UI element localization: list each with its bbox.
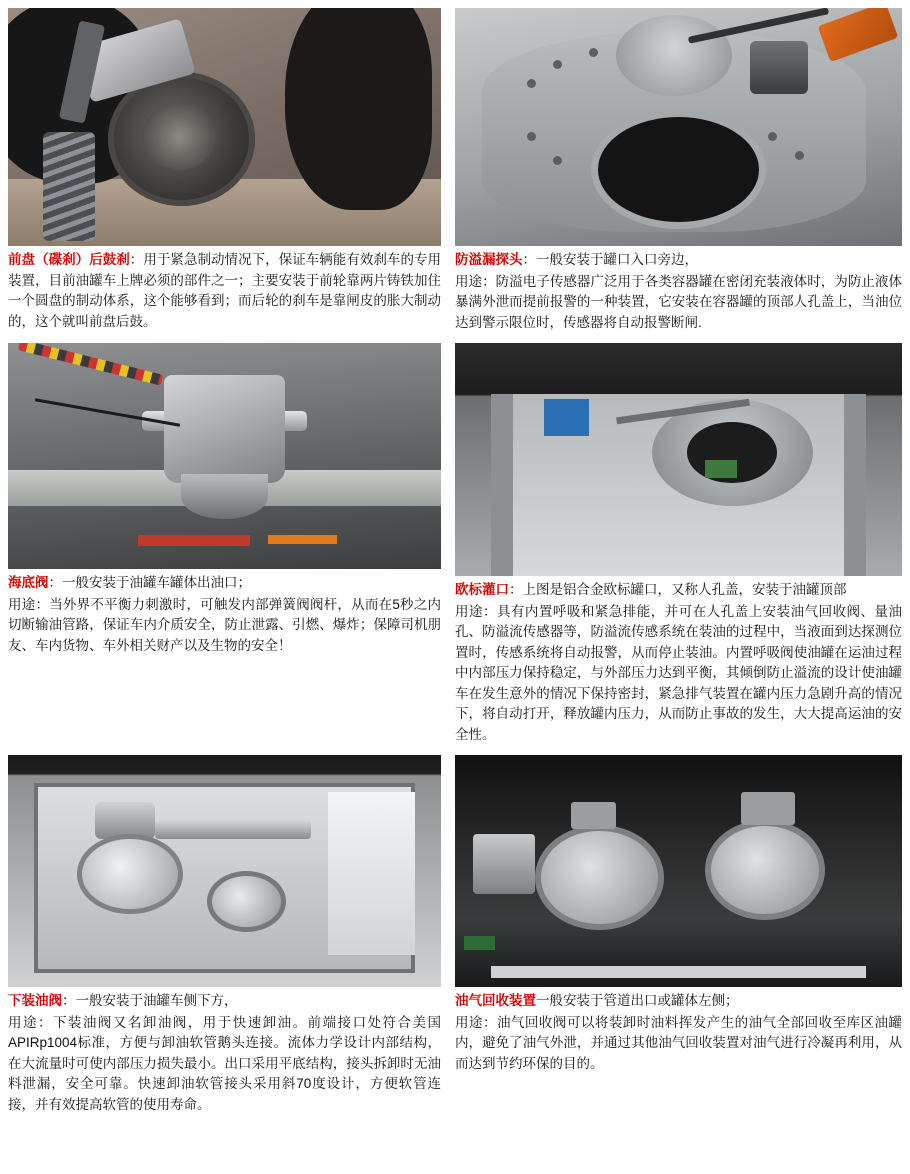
photo-overfill-protection-probe (455, 8, 902, 246)
body-text: 用于紧急制动情况下，保证车辆能有效刹车的专用装置，目前油罐车上牌必须的部件之一；主要安装于前轮靠两片铸铁加住一个圆盘的制动体系，这个能够看到；而后轮的刹车是靠闸皮的胀大制动的，这个就叫前盘后鼓。 (8, 252, 442, 329)
usage-label: 用途： (455, 603, 497, 619)
section-bottom-valve (8, 343, 455, 745)
caption-vapor-recovery (455, 991, 902, 1074)
term-separator: ： (509, 582, 523, 598)
section-euro-filling-port (455, 343, 902, 745)
usage-text: 油气回收阀可以将装卸时油料挥发产生的油气全部回收至库区油罐内，避免了油气外泄，并通过其他油气回收装置对油气进行冷凝再利用，从而达到节约环保的目的。 (455, 1014, 903, 1071)
term-label: 欧标灌口 (455, 582, 509, 598)
body-text: 一般安装于油罐车罐体出油口； (62, 575, 251, 591)
usage-label: 用途： (8, 596, 50, 612)
section-front-disc-rear-drum (8, 8, 455, 333)
caption-euro-filling-port (455, 580, 902, 745)
caption-bottom-valve (8, 573, 441, 656)
usage-label: 用途： (8, 1014, 53, 1030)
photo-emergency-bottom-valve (8, 343, 441, 569)
photo-bottom-loading-valve (8, 755, 441, 987)
caption-front-disc-rear-drum (8, 250, 441, 332)
term-label: 油气回收装置 (455, 993, 536, 1009)
usage-label: 用途： (455, 1014, 497, 1030)
section-overfill-probe (455, 8, 902, 333)
term-label: 下装油阀 (8, 993, 62, 1009)
usage-text: 具有内置呼吸和紧急排能，并可在人孔盖上安装油气回收阀、量油孔、防溢流传感器等，防溢流传感系统在装油的过程中，当液面到达探测位置时，传感系统将自动报警，从而停止装油。内置呼吸阀使油罐在运油过程中内部压力保持稳定，与外部压力达到平衡，其倾倒防止溢流的设计使油罐车在发生意外的情况下保持密封，紧急排气装置在罐内压力急剧升高的情况下，将自动打开，释放罐内压力，从而防止事故的发生，大大提高运油的安全性。 (455, 603, 903, 742)
content-row-2 (0, 333, 910, 745)
term-separator: ： (129, 252, 144, 267)
term-label: 前盘（碟刹）后鼓刹 (8, 252, 130, 267)
usage-label: 用途： (455, 273, 496, 289)
photo-front-disc-rear-drum-brake (8, 8, 441, 246)
usage-text: 当外界不平衡力刺激时，可触发内部弹簧阀阀杆，从而在5秒之内切断输油管路，保证车内介质安全，防止泄露、引燃、爆炸；保障司机朋友、车内货物、车外相关财产以及生物的安全！ (8, 596, 442, 653)
term-label: 海底阀 (8, 575, 49, 591)
content-row-1 (0, 0, 910, 333)
photo-vapor-recovery-device (455, 755, 902, 987)
term-separator: ： (48, 575, 62, 591)
usage-text: 下装油阀又名卸油阀，用于快速卸油。前端接口处符合美国APIRp1004标准，方便与卸油软管鹅头连接。流体力学设计内部结构，在大流量时可使内部压力损失最小。出口采用平底结构，接头拆卸时无油料泄漏，安全可靠。快速卸油软管接头采用斜70度设计，方便软管连接，并有效提高软管的使用寿命。 (8, 1014, 442, 1112)
caption-bottom-loading-valve (8, 991, 441, 1115)
usage-text: 防溢电子传感器广泛用于各类容器罐在密闭充装液体时，为防止液体暴满外泄而提前报警的一种装置，它安装在容器罐的顶部人孔盖上，当油位达到警示限位时，传感器将自动报警断闸. (455, 273, 902, 330)
body-text: 一般安装于罐口入口旁边， (536, 252, 698, 267)
section-vapor-recovery (455, 755, 902, 1115)
body-text: 上图是铝合金欧标罐口，又称人孔盖，安装于油罐顶部 (522, 582, 847, 598)
term-separator: ： (62, 993, 76, 1009)
term-label: 防溢漏探头 (455, 252, 523, 267)
term-separator: ： (522, 252, 536, 267)
body-text: 一般安装于油罐车侧下方， (75, 993, 238, 1009)
section-bottom-loading-valve (8, 755, 455, 1115)
photo-euro-standard-manhole-cover (455, 343, 902, 576)
body-text: 一般安装于管道出口或罐体左侧； (536, 993, 739, 1009)
caption-overfill-probe (455, 250, 902, 333)
content-row-3 (0, 745, 910, 1115)
